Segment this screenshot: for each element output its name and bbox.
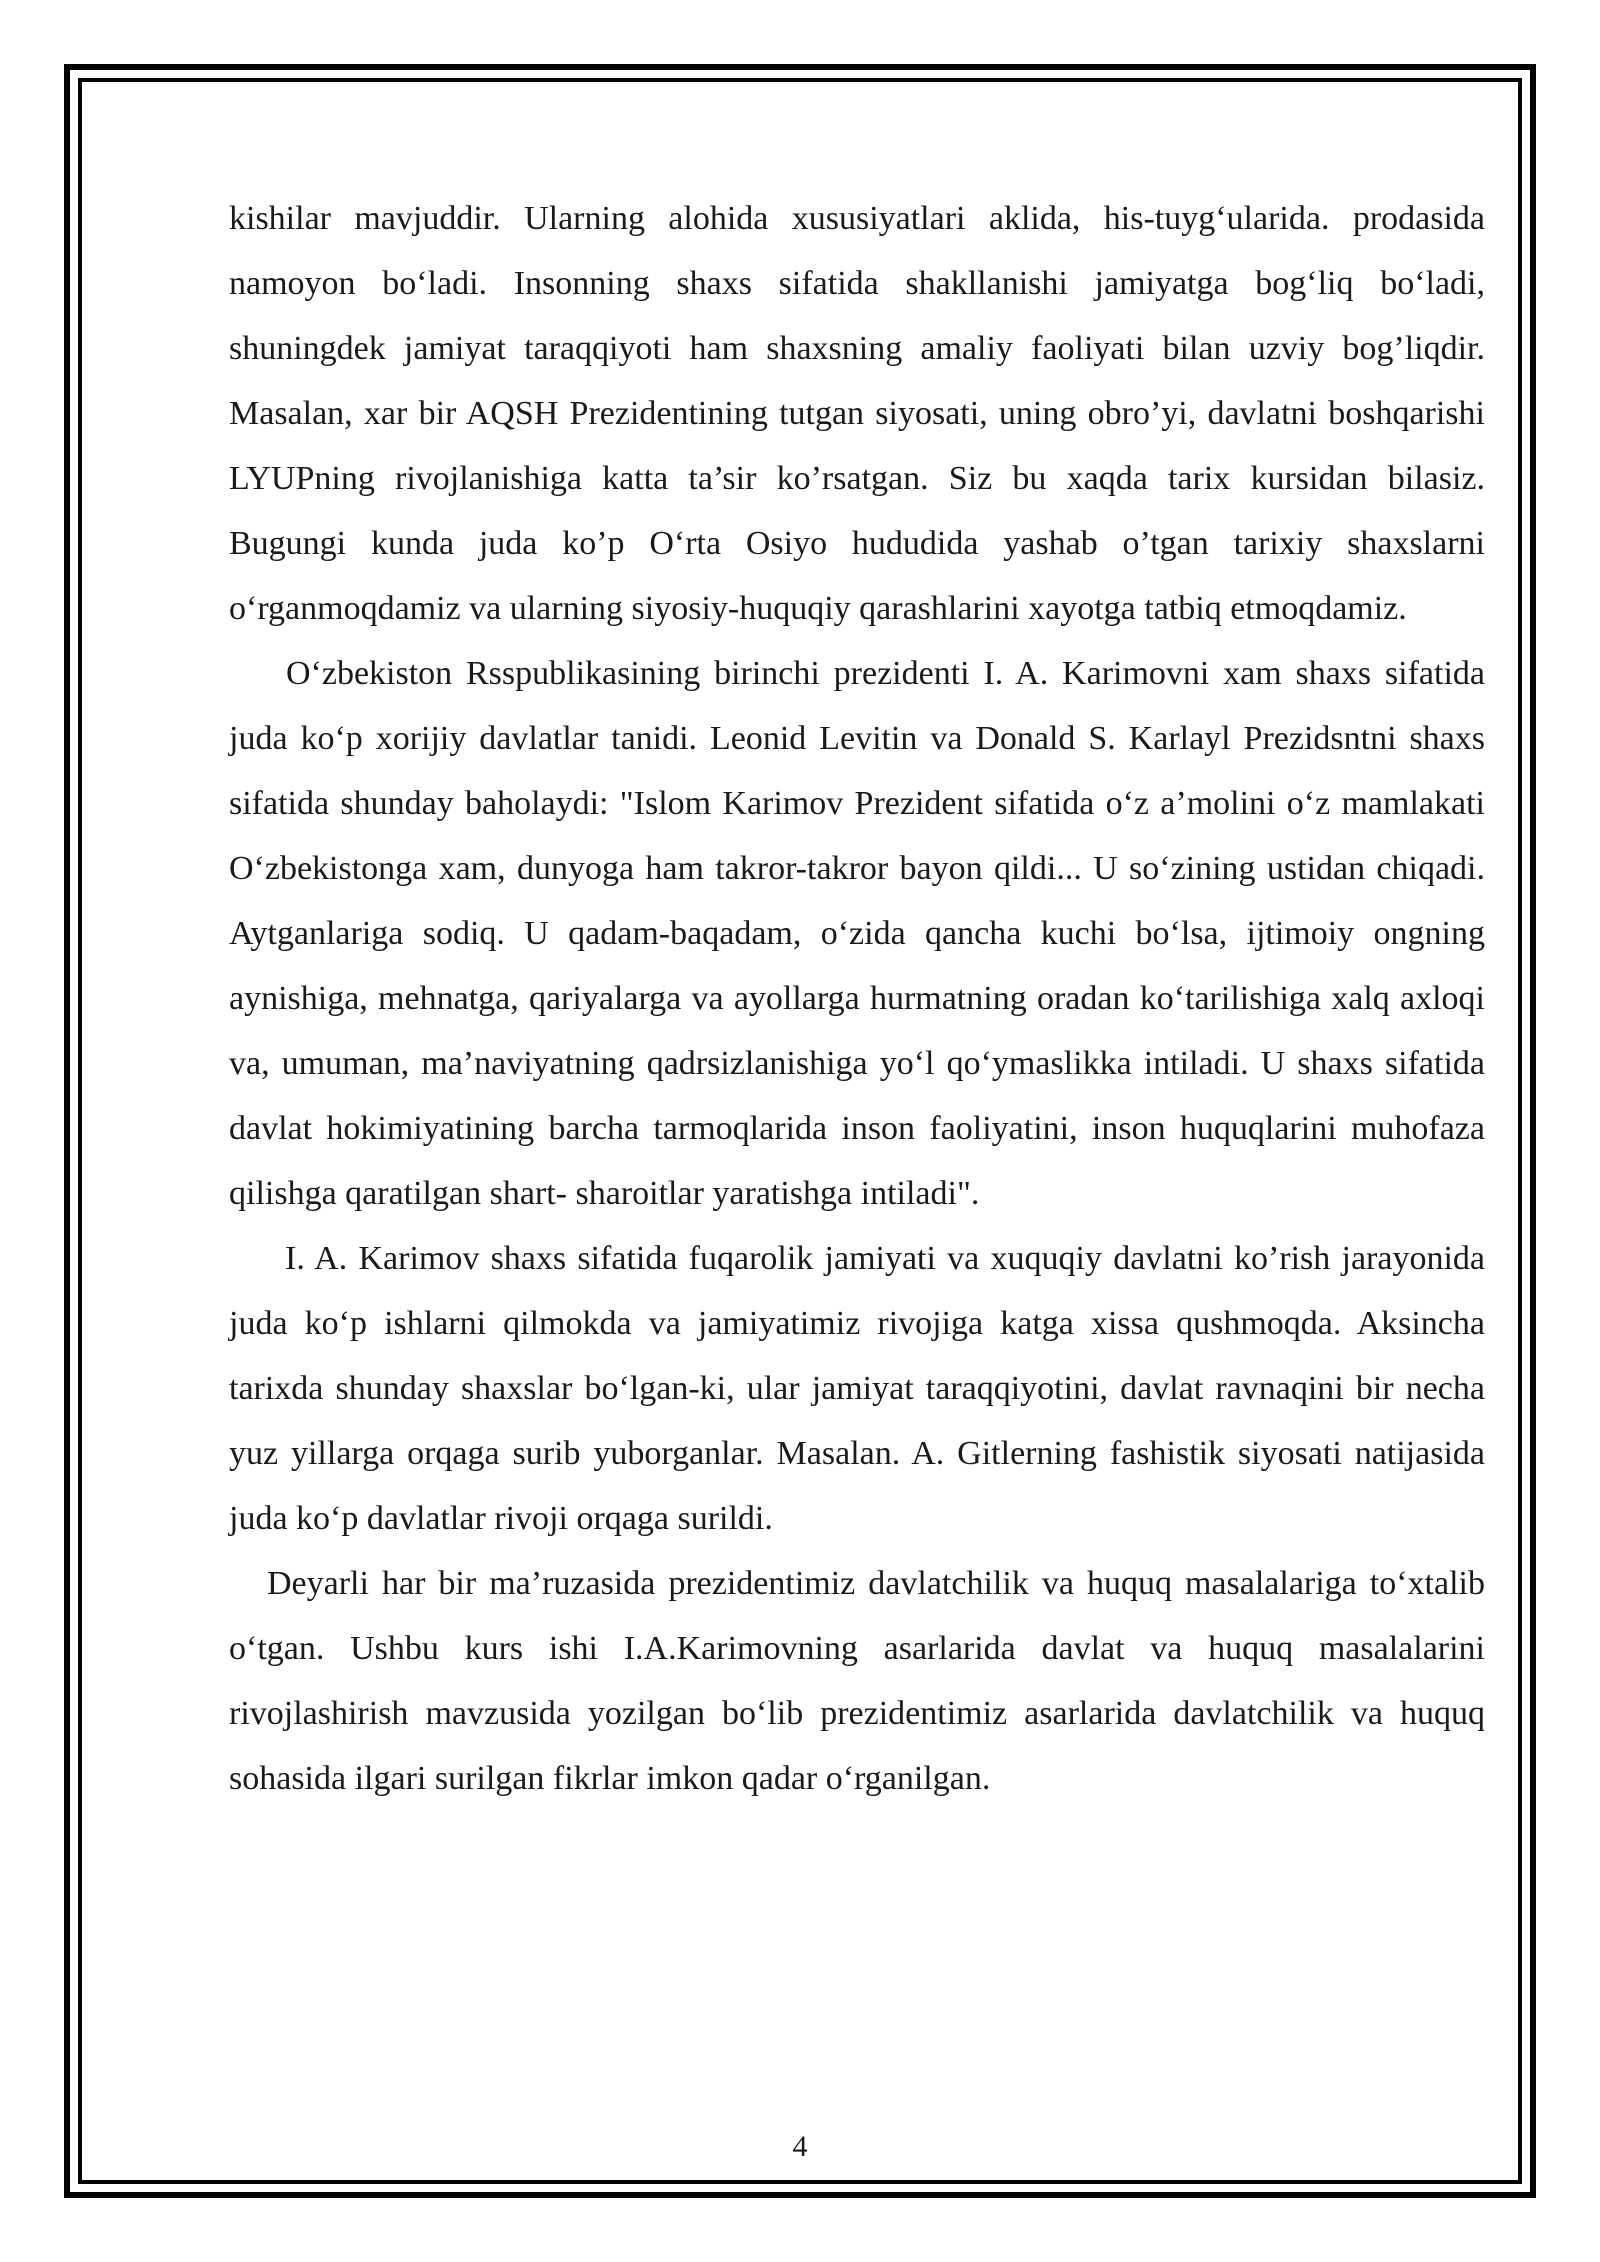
paragraph-2: Oʻzbekiston Rsspublikasining birinchi prezidenti I. A. Karimovni xam shaxs sifatida juda koʻp xorijiy davlatlar tanidi. Leonid Levitin va Donald S. Karlayl Prezidsntni shaxs sifatida shunday baholaydi: "Islom Karimov Prezident sifatida oʻz a’molini oʻz mamlakati Oʻzbekistonga xam, dunyoga ham takror-takror bayon qildi... U soʻzining ustidan chiqadi. Aytganlariga sodiq. U qadam-baqadam, oʻzida qancha kuchi boʻlsa, ijtimoiy ongning aynishiga, mehnatga, qariyalarga va ayollarga hurmatning oradan koʻtarilishiga xalq axloqi va, umuman, ma’naviyatning qadrsizlanishiga yoʻl qoʻymaslikka intiladi. U shaxs sifatida davlat hokimiyatining barcha tarmoqlarida inson faoliyatini, inson huquqlarini muhofaza qilishga qaratilgan shart- sharoitlar yaratishga intiladi".	[229, 655, 1485, 1212]
paragraph-4: Deyarli har bir ma’ruzasida prezidentimiz davlatchilik va huquq masalalariga toʻxtalib oʻtgan. Ushbu kurs ishi I.A.Karimovning asarlarida davlat va huquq masalalarini rivojlashirish mavzusida yozilgan boʻlib prezidentimiz asarlarida davlatchilik va huquq sohasida ilgari surilgan fikrlar imkon qadar oʻrganilgan.	[229, 1565, 1485, 1797]
paragraph-3: I. A. Karimov shaxs sifatida fuqarolik jamiyati va xuquqiy davlatni ko’rish jarayonida juda koʻp ishlarni qilmokda va jamiyatimiz rivojiga katga xissa qushmoqda. Aksincha tarixda shunday shaxslar boʻlgan-ki, ular jamiyat taraqqiyotini, davlat ravnaqini bir necha yuz yillarga orqaga surib yuborganlar. Masalan. A. Gitlerning fashistik siyosati natijasida juda koʻp davlatlar rivoji orqaga surildi.	[229, 1240, 1485, 1537]
paragraph-1: kishilar mavjuddir. Ularning alohida xususiyatlari aklida, his-tuygʻularida. prodasida namoyon boʻladi. Insonning shaxs sifatida shakllanishi jamiyatga bogʻliq boʻladi, shuningdek jamiyat taraqqiyoti ham shaxsning amaliy faoliyati bilan uzviy bog’liqdir. Masalan, xar bir AQSH Prezidentining tutgan siyosati, uning obro’yi, davlatni boshqarishi LYUPning rivojlanishiga katta ta’sir ko’rsatgan. Siz bu xaqda tarix kursidan bilasiz. Bugungi kunda juda ko’p Oʻrta Osiyo hududida yashab o’tgan tarixiy shaxslarni oʻrganmoqdamiz va ularning siyosiy-huquqiy qarashlarini xayotga tatbiq etmoqdamiz.	[229, 200, 1485, 627]
page-number: 4	[792, 2130, 808, 2163]
document-body	[229, 186, 1485, 1811]
